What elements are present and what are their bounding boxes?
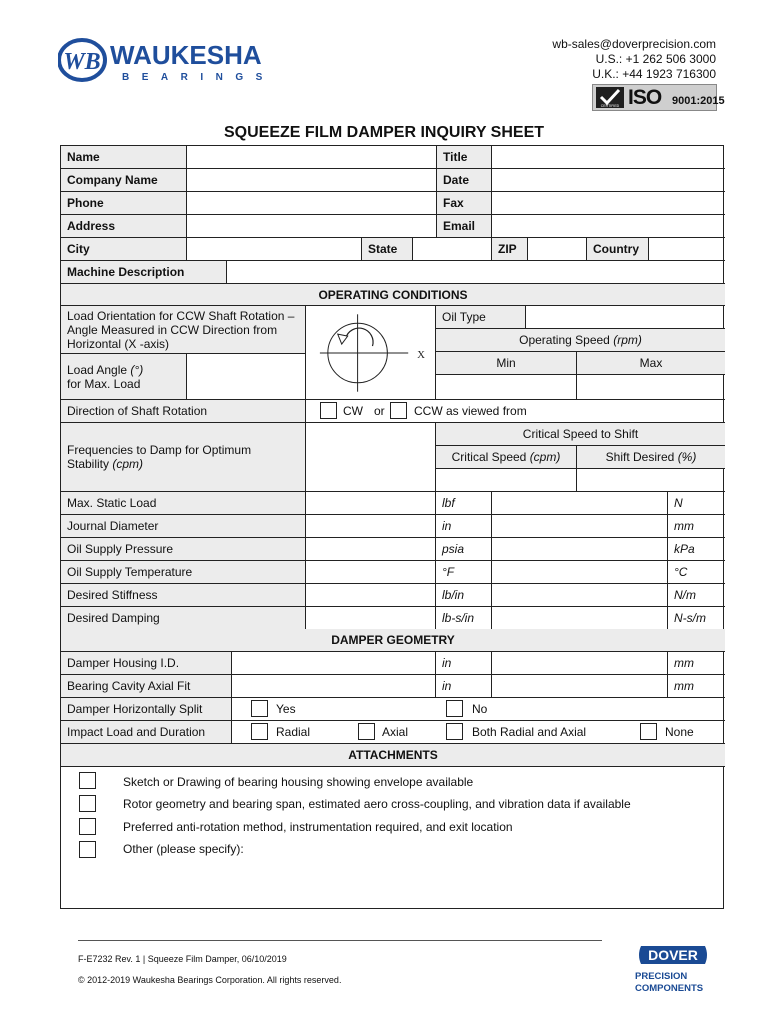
property-metric-field[interactable]	[492, 515, 668, 538]
logo-text: WAUKESHA	[110, 40, 262, 70]
impact-none-label: None	[665, 725, 694, 739]
state-field[interactable]	[413, 238, 492, 261]
property-imperial-field[interactable]	[306, 515, 436, 538]
country-field[interactable]	[649, 238, 725, 261]
property-metric-unit: °C	[668, 561, 725, 584]
property-label: Journal Diameter	[61, 515, 306, 538]
state-label: State	[362, 238, 413, 261]
shift-desired-field[interactable]	[577, 469, 725, 492]
footer-copyright: © 2012-2019 Waukesha Bearings Corporation. All rights reserved.	[78, 975, 342, 985]
frequencies-field[interactable]	[306, 423, 436, 492]
impact-both-label: Both Radial and Axial	[472, 725, 587, 739]
city-label: City	[61, 238, 187, 261]
property-imperial-unit: lb-s/in	[436, 607, 492, 630]
split-no-checkbox[interactable]	[446, 700, 463, 717]
split-yes-label: Yes	[276, 702, 296, 716]
address-field[interactable]	[187, 215, 437, 238]
impact-radial-checkbox[interactable]	[251, 723, 268, 740]
critical-speed-label	[436, 446, 577, 469]
cavity-fit-unit-imperial: in	[436, 675, 492, 698]
zip-field[interactable]	[528, 238, 587, 261]
footer-form-id: F-E7232 Rev. 1 | Squeeze Film Damper, 06/10/2019	[78, 954, 287, 964]
load-orientation-label: Load Orientation for CCW Shaft Rotation – Angle Measured in CCW Direction from Horizontal (X -axis)	[61, 306, 306, 354]
cavity-fit-label: Bearing Cavity Axial Fit	[61, 675, 232, 698]
property-metric-unit: N	[668, 492, 725, 515]
attachment-4-label: Other (please specify):	[123, 842, 244, 856]
attachments-list	[61, 767, 725, 908]
load-angle-label	[61, 354, 187, 400]
property-metric-field[interactable]	[492, 538, 668, 561]
date-label: Date	[437, 169, 492, 192]
attachment-3-checkbox[interactable]	[79, 818, 96, 835]
frequencies-text: Frequencies to Damp for Optimum	[67, 443, 252, 457]
footer-divider	[78, 940, 602, 941]
inquiry-form	[60, 145, 724, 909]
split-yes-checkbox[interactable]	[251, 700, 268, 717]
shaft-direction-label: Direction of Shaft Rotation	[61, 400, 306, 423]
property-imperial-field[interactable]	[306, 607, 436, 630]
attachment-2-checkbox[interactable]	[79, 795, 96, 812]
property-metric-unit: mm	[668, 515, 725, 538]
impact-both-checkbox[interactable]	[446, 723, 463, 740]
property-imperial-field[interactable]	[306, 538, 436, 561]
fax-label: Fax	[437, 192, 492, 215]
property-imperial-unit: °F	[436, 561, 492, 584]
shift-desired-label	[577, 446, 725, 469]
impact-load-label: Impact Load and Duration	[61, 721, 232, 744]
or-label: or	[374, 404, 385, 418]
property-label: Oil Supply Temperature	[61, 561, 306, 584]
name-field[interactable]	[187, 146, 437, 169]
contact-us-phone: U.S.: +1 262 506 3000	[595, 52, 716, 66]
dover-name: DOVER	[648, 947, 698, 963]
load-angle-text: Load Angle	[67, 362, 128, 377]
email-label: Email	[437, 215, 492, 238]
horizontally-split-label: Damper Horizontally Split	[61, 698, 232, 721]
title-label: Title	[437, 146, 492, 169]
property-imperial-unit: psia	[436, 538, 492, 561]
max-speed-field[interactable]	[577, 375, 725, 400]
contact-block	[552, 37, 716, 82]
impact-none-checkbox[interactable]	[640, 723, 657, 740]
attachment-1-label: Sketch or Drawing of bearing housing showing envelope available	[123, 775, 474, 789]
logo-subtext: BEARINGS	[122, 72, 275, 83]
address-label: Address	[61, 215, 187, 238]
certified-check-icon	[596, 87, 624, 108]
zip-label: ZIP	[492, 238, 528, 261]
critical-speed-field[interactable]	[436, 469, 577, 492]
operating-conditions-header: OPERATING CONDITIONS	[61, 284, 725, 306]
machine-label: Machine Description	[61, 261, 227, 284]
ccw-checkbox[interactable]	[390, 402, 407, 419]
property-metric-unit: N-s/m	[668, 607, 725, 630]
cavity-fit-metric-field[interactable]	[492, 675, 668, 698]
iso-badge	[592, 84, 725, 111]
property-metric-unit: kPa	[668, 538, 725, 561]
impact-axial-label: Axial	[382, 725, 409, 739]
city-field[interactable]	[187, 238, 362, 261]
title-field[interactable]	[492, 146, 725, 169]
property-label: Desired Damping	[61, 607, 306, 630]
dover-logo	[635, 944, 711, 994]
fax-field[interactable]	[492, 192, 725, 215]
impact-radial-label: Radial	[276, 725, 311, 739]
load-angle-field[interactable]	[187, 354, 306, 400]
logo-initials: WB	[63, 49, 101, 75]
horizontally-split-options	[232, 698, 725, 721]
housing-id-label: Damper Housing I.D.	[61, 652, 232, 675]
iso-certified-text: CERTIFIED	[600, 104, 620, 108]
date-field[interactable]	[492, 169, 725, 192]
shaft-direction-field	[306, 400, 725, 423]
critical-speed-text: Critical Speed	[451, 450, 527, 464]
property-label: Oil Supply Pressure	[61, 538, 306, 561]
property-metric-field[interactable]	[492, 492, 668, 515]
property-imperial-field[interactable]	[306, 492, 436, 515]
name-label: Name	[61, 146, 187, 169]
x-axis-label: X	[417, 348, 426, 361]
attachment-3-label: Preferred anti-rotation method, instrumentation required, and exit location	[123, 820, 513, 834]
load-angle-unit: (°)	[130, 362, 144, 377]
operating-speed-unit: (rpm)	[613, 333, 642, 347]
frequencies-label	[61, 423, 306, 492]
machine-field[interactable]	[227, 261, 725, 284]
housing-id-unit-metric: mm	[668, 652, 725, 675]
company-label: Company Name	[61, 169, 187, 192]
housing-id-metric-field[interactable]	[492, 652, 668, 675]
cavity-fit-field[interactable]	[232, 675, 436, 698]
min-speed-label: Min	[436, 352, 577, 375]
attachments-header: ATTACHMENTS	[61, 744, 725, 767]
iso-label: ISO	[628, 86, 662, 109]
dover-line2: COMPONENTS	[635, 983, 704, 994]
frequencies-text-2: Stability	[67, 457, 110, 471]
phone-label: Phone	[61, 192, 187, 215]
iso-standard: 9001:2015	[672, 95, 725, 107]
critical-speed-unit: (cpm)	[529, 450, 561, 464]
attachment-4-checkbox[interactable]	[79, 841, 96, 858]
property-metric-field[interactable]	[492, 607, 668, 630]
cavity-fit-unit-metric: mm	[668, 675, 725, 698]
property-metric-field[interactable]	[492, 584, 668, 607]
property-label: Max. Static Load	[61, 492, 306, 515]
shift-desired-text: Shift Desired	[605, 450, 675, 464]
property-imperial-unit: in	[436, 515, 492, 538]
housing-id-field[interactable]	[232, 652, 436, 675]
property-label: Desired Stiffness	[61, 584, 306, 607]
frequencies-unit: (cpm)	[112, 457, 144, 471]
page-title: SQUEEZE FILM DAMPER INQUIRY SHEET	[223, 124, 545, 141]
contact-uk-phone: U.K.: +44 1923 716300	[592, 67, 716, 81]
critical-speed-shift-header: Critical Speed to Shift	[436, 423, 725, 446]
min-speed-field[interactable]	[436, 375, 577, 400]
operating-speed-header	[436, 329, 725, 352]
company-field[interactable]	[187, 169, 437, 192]
housing-id-unit-imperial: in	[436, 652, 492, 675]
dover-line1: PRECISION	[635, 971, 688, 982]
attachment-1-checkbox[interactable]	[79, 772, 96, 789]
property-metric-unit: N/m	[668, 584, 725, 607]
property-imperial-field[interactable]	[306, 584, 436, 607]
oil-type-field[interactable]	[526, 306, 725, 329]
attachment-2-label: Rotor geometry and bearing span, estimated aero cross-coupling, and vibration data if available	[123, 797, 631, 811]
property-imperial-field[interactable]	[306, 561, 436, 584]
property-imperial-unit: lbf	[436, 492, 492, 515]
oil-type-label: Oil Type	[436, 306, 526, 329]
ccw-arrow-icon	[346, 328, 373, 346]
max-speed-label: Max	[577, 352, 725, 375]
phone-field[interactable]	[187, 192, 437, 215]
waukesha-logo	[58, 36, 284, 84]
impact-axial-checkbox[interactable]	[358, 723, 375, 740]
operating-speed-label: Operating Speed	[519, 333, 610, 347]
other-specify-field[interactable]	[123, 863, 703, 903]
country-label: Country	[587, 238, 649, 261]
property-metric-field[interactable]	[492, 561, 668, 584]
shaft-rotation-diagram	[306, 306, 435, 400]
damper-geometry-header: DAMPER GEOMETRY	[61, 629, 725, 652]
load-orientation-diagram	[306, 306, 436, 400]
impact-load-options	[232, 721, 725, 744]
cw-checkbox[interactable]	[320, 402, 337, 419]
cw-label: CW	[343, 404, 363, 418]
property-imperial-unit: lb/in	[436, 584, 492, 607]
load-angle-text-2: for Max. Load	[67, 376, 141, 391]
contact-email[interactable]: wb-sales@doverprecision.com	[552, 37, 716, 51]
shift-desired-unit: (%)	[677, 450, 697, 464]
split-no-label: No	[472, 702, 488, 716]
email-field[interactable]	[492, 215, 725, 238]
ccw-label: CCW as viewed from	[414, 404, 527, 418]
